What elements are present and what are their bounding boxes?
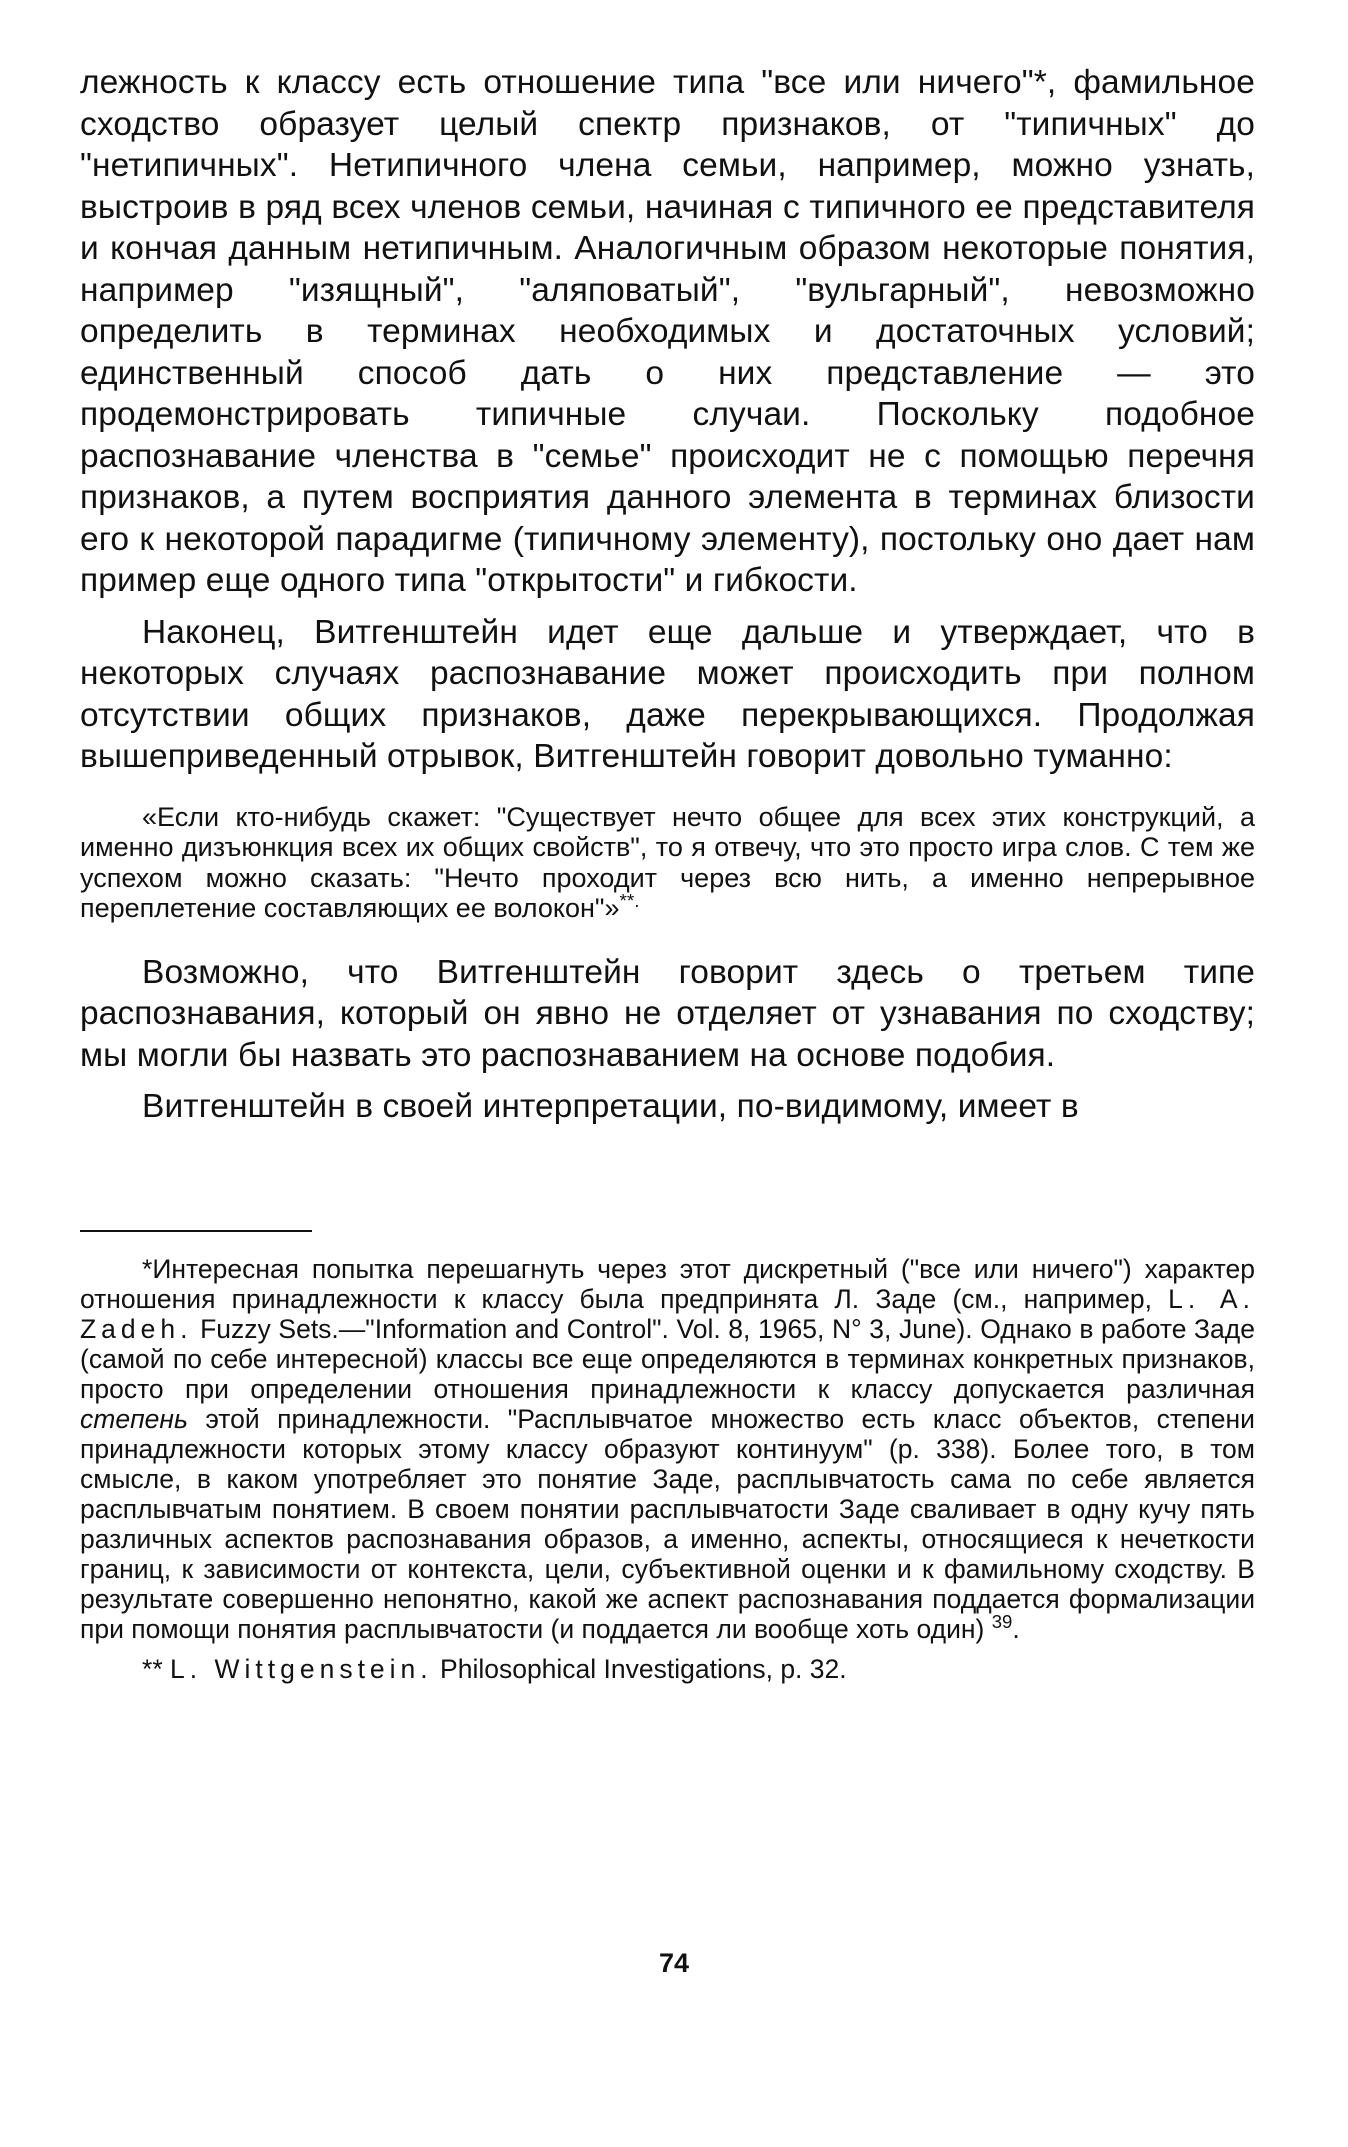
footnote-1-text-a: Интересная попытка перешагнуть через этот дискретный ("все или ничего") характер отношения принадлежности к классу была предпринята Л. Заде (см., например, [80,1253,1255,1314]
page-number: 74 [658,1948,690,1978]
footnote-2-mark: ** [142,1653,163,1684]
footnote-2-text: Philosophical Investigations, p. 32. [440,1653,847,1684]
footnote-1-reference: 39 [991,1610,1013,1632]
footnote-1-end: . [1012,1613,1020,1644]
footnote-1-author: L. A. Zadeh. [80,1283,1255,1344]
page-content [80,62,1255,1684]
quotation [80,802,1255,924]
footnote-2 [80,1654,1255,1684]
footnote-2-author: L. Wittgenstein. [170,1653,433,1684]
footnote-1-mark: * [142,1253,153,1284]
footnote-marker-2: **. [619,891,640,912]
paragraph-2: Наконец, Витгенштейн идет еще дальше и утверждает, что в некоторых случаях распознавание может происходить при полном отсутствии общих признаков, даже перекрывающихся. Продолжая вышеприведенный отрывок, Витгенштейн говорит довольно туманно: [80,613,1255,775]
paragraph-3: Возможно, что Витгенштейн говорит здесь о третьем типе распознавания, который он явно не отделяет от узнавания по сходству; мы могли бы назвать это распознаванием на основе подобия. [80,953,1255,1074]
paragraph-1: лежность к классу есть отношение типа "все или ничего"*, фамильное сходство образует целый спектр признаков, от "типичных" до "нетипичных". Нетипичного члена семьи, например, можно узнать, выстроив в ряд всех членов семьи, начиная с типичного ее представителя и кончая данным нетипичным. Аналогичным образом некоторые понятия, например "изящный", "аляповатый", "вульгарный", невозможно определить в терминах необходимых и достаточных условий; единственный способ дать о них представление — это продемонстрировать типичные случаи. Поскольку подобное распознавание членства в "семье" происходит не с помощью перечня признаков, а путем восприятия данного элемента в терминах близости его к некоторой парадигме (типичному элементу), постольку оно дает нам пример еще одного типа "открытости" и гибкости. [80,64,1255,599]
footnote-1-text-b: Fuzzy Sets.—"Information and Control". Vol. 8, 1965, N° 3, June). Однако в работе Заде (самой по себе интересной) классы все еще определяются в терминах конкретных признаков, просто при определении отношения принадлежности к классу допускается различная [80,1313,1255,1404]
footnote-divider [80,1230,312,1232]
footnote-1-text-c: этой принадлежности. "Расплывчатое множество есть класс объектов, степени принадлежности которых этому классу образуют континуум" (p. 338). Более того, в том смысле, в каком употребляет это понятие Заде, расплывчатость сама по себе является расплывчатым понятием. В своем понятии расплывчатости Заде сваливает в одну кучу пять различных аспектов распознавания образов, а именно, аспекты, относящиеся к нечеткости границ, к зависимости от контекста, цели, субъективной оценки и к фамильному сходству. В результате совершенно непонятно, какой же аспект распознавания поддается формализации при помощи понятия расплывчатости (и поддается ли вообще хоть один) [80,1403,1255,1644]
footnote-1-emphasis: степень [80,1403,188,1434]
paragraph-4: Витгенштейн в своей интерпретации, по-видимому, имеет в [142,1088,1079,1125]
footnote-1 [80,1254,1255,1644]
quotation-text: «Если кто-нибудь скажет: "Существует нечто общее для всех этих конструкций, а именно дизъюнкция всех их общих свойств", то я отвечу, что это просто игра слов. С тем же успехом можно сказать: "Нечто проходит через всю нить, а именно непрерывное переплетение составляющих ее волокон"» [80,801,1255,923]
